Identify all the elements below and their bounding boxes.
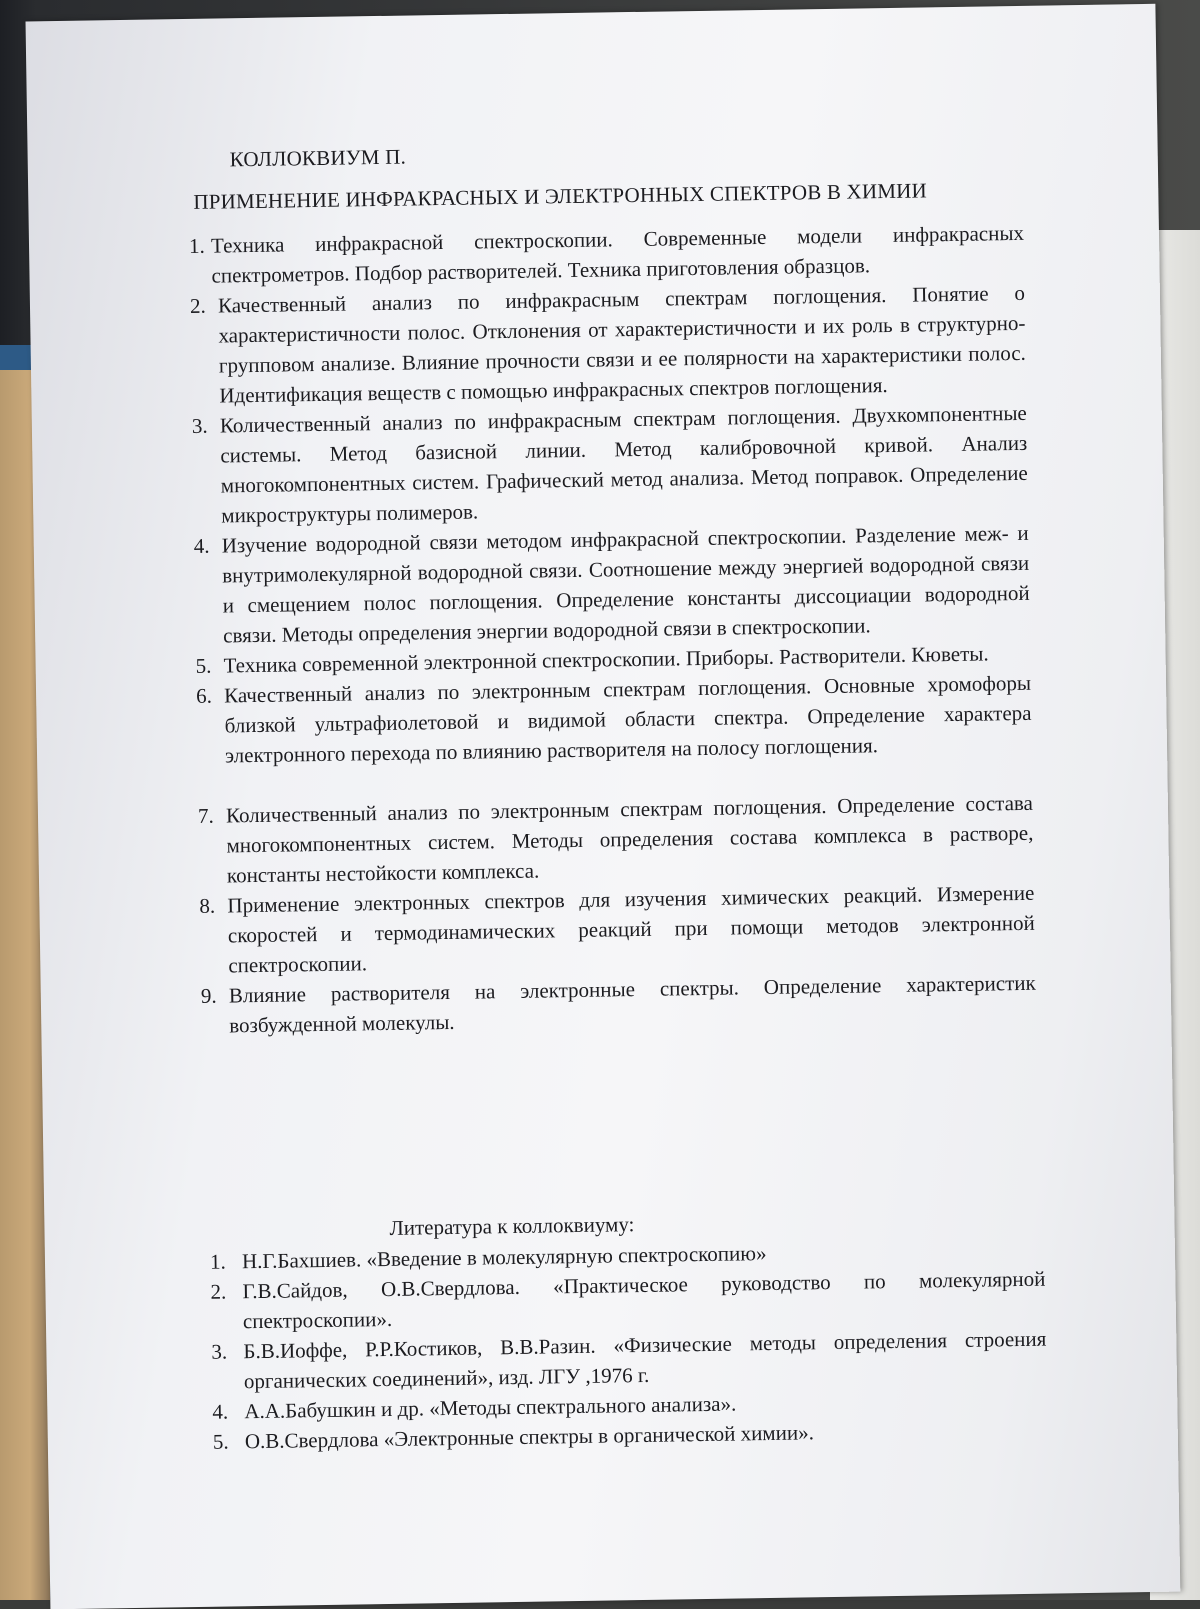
topics-list	[189, 218, 1037, 1041]
topic-item-8	[199, 878, 1035, 981]
topic-number: 4.	[193, 533, 210, 558]
topic-text: Изучение водородной связи методом инфракрасной спектроскопии. Разделение меж- и внутримолекулярной водородной связи. Соотношение между энергией водородной связи и смещением полос поглощения. Определение константы диссоциации водородной связи. Методы определения энергии водородной связи в спектроскопии.	[221, 520, 1030, 648]
literature-number: 4.	[212, 1399, 229, 1424]
literature-text: Н.Г.Бахшиев. «Введение в молекулярную спектроскопию»	[241, 1241, 767, 1274]
document-title-colloquium: КОЛЛОКВИУМ П.	[229, 144, 407, 172]
paper-sheet	[26, 4, 1181, 1609]
topic-item-6	[196, 668, 1032, 771]
topic-number: 1.	[188, 233, 205, 258]
topic-number: 5.	[195, 653, 212, 678]
topic-text: Техника инфракрасной спектроскопии. Современные модели инфракрасных спектрометров. Подбор растворителей. Техника приготовления образцов.	[210, 220, 1025, 288]
topic-number: 6.	[195, 683, 213, 708]
literature-number: 1.	[209, 1249, 226, 1274]
literature-text: Б.В.Иоффе, Р.Р.Костиков, В.В.Разин. «Физические методы определения строения органических соединений», изд. ЛГУ ,1976 г.	[243, 1326, 1047, 1394]
topic-number: 7.	[197, 803, 214, 828]
topic-text: Применение электронных спектров для изучения химических реакций. Измерение скоростей и термодинамических реакций при помощи методов электронной спектроскопии.	[227, 880, 1035, 978]
literature-number: 2.	[210, 1279, 227, 1304]
literature-text: Г.В.Сайдов, О.В.Свердлова. «Практическое руководство по молекулярной спектроскопии».	[242, 1266, 1046, 1334]
document	[26, 4, 1181, 1609]
literature-number: 3.	[211, 1339, 228, 1364]
topic-number: 9.	[200, 983, 217, 1008]
topic-text: Влияние растворителя на электронные спектры. Определение характеристик возбужденной молекулы.	[228, 970, 1036, 1038]
literature-title: Литература к коллоквиуму:	[389, 1212, 635, 1240]
topic-item-7	[198, 788, 1034, 891]
topic-text: Качественный анализ по электронным спектрам поглощения. Основные хромофоры близкой ультрафиолетовой и видимой области спектра. Определение характера электронного перехода по влиянию растворителя на полосу поглощения.	[223, 670, 1032, 768]
topic-item-4	[194, 518, 1031, 651]
topic-number: 8.	[199, 893, 216, 918]
literature-text: О.В.Свердлова «Электронные спектры в органической химии».	[244, 1420, 815, 1454]
topic-item-9	[201, 968, 1037, 1041]
topic-number: 3.	[191, 413, 208, 438]
literature-number: 5.	[212, 1429, 229, 1454]
topic-text: Качественный анализ по инфракрасным спектрам поглощения. Понятие о характеристичности полос. Отклонения от характеристичности и их роль в структурно-групповом анализе. Влияние прочности связи и ее полярности на характеристики полос. Идентификация веществ с помощью инфракрасных спектров поглощения.	[217, 280, 1027, 408]
literature-text: А.А.Бабушкин и др. «Методы спектрального анализа».	[244, 1391, 737, 1424]
topic-number: 2.	[189, 293, 206, 318]
topic-text: Техника современной электронной спектроскопии. Приборы. Растворители. Кюветы.	[223, 641, 989, 678]
literature-list	[210, 1234, 1048, 1457]
document-subtitle: ПРИМЕНЕНИЕ ИНФРАКРАСНЫХ И ЭЛЕКТРОННЫХ СПЕКТРОВ В ХИМИИ	[193, 178, 928, 214]
topic-item-3	[192, 398, 1029, 531]
topic-item-2	[190, 278, 1027, 411]
topic-text: Количественный анализ по инфракрасным спектрам поглощения. Двухкомпонентные системы. Метод базисной линии. Метод калибровочной кривой. Анализ многокомпонентных систем. Графический метод анализа. Метод поправок. Определение микроструктуры полимеров.	[219, 400, 1028, 528]
topic-text: Количественный анализ по электронным спектрам поглощения. Определение состава многокомпонентных систем. Методы определения состава комплекса в растворе, константы нестойкости комплекса.	[225, 790, 1034, 888]
